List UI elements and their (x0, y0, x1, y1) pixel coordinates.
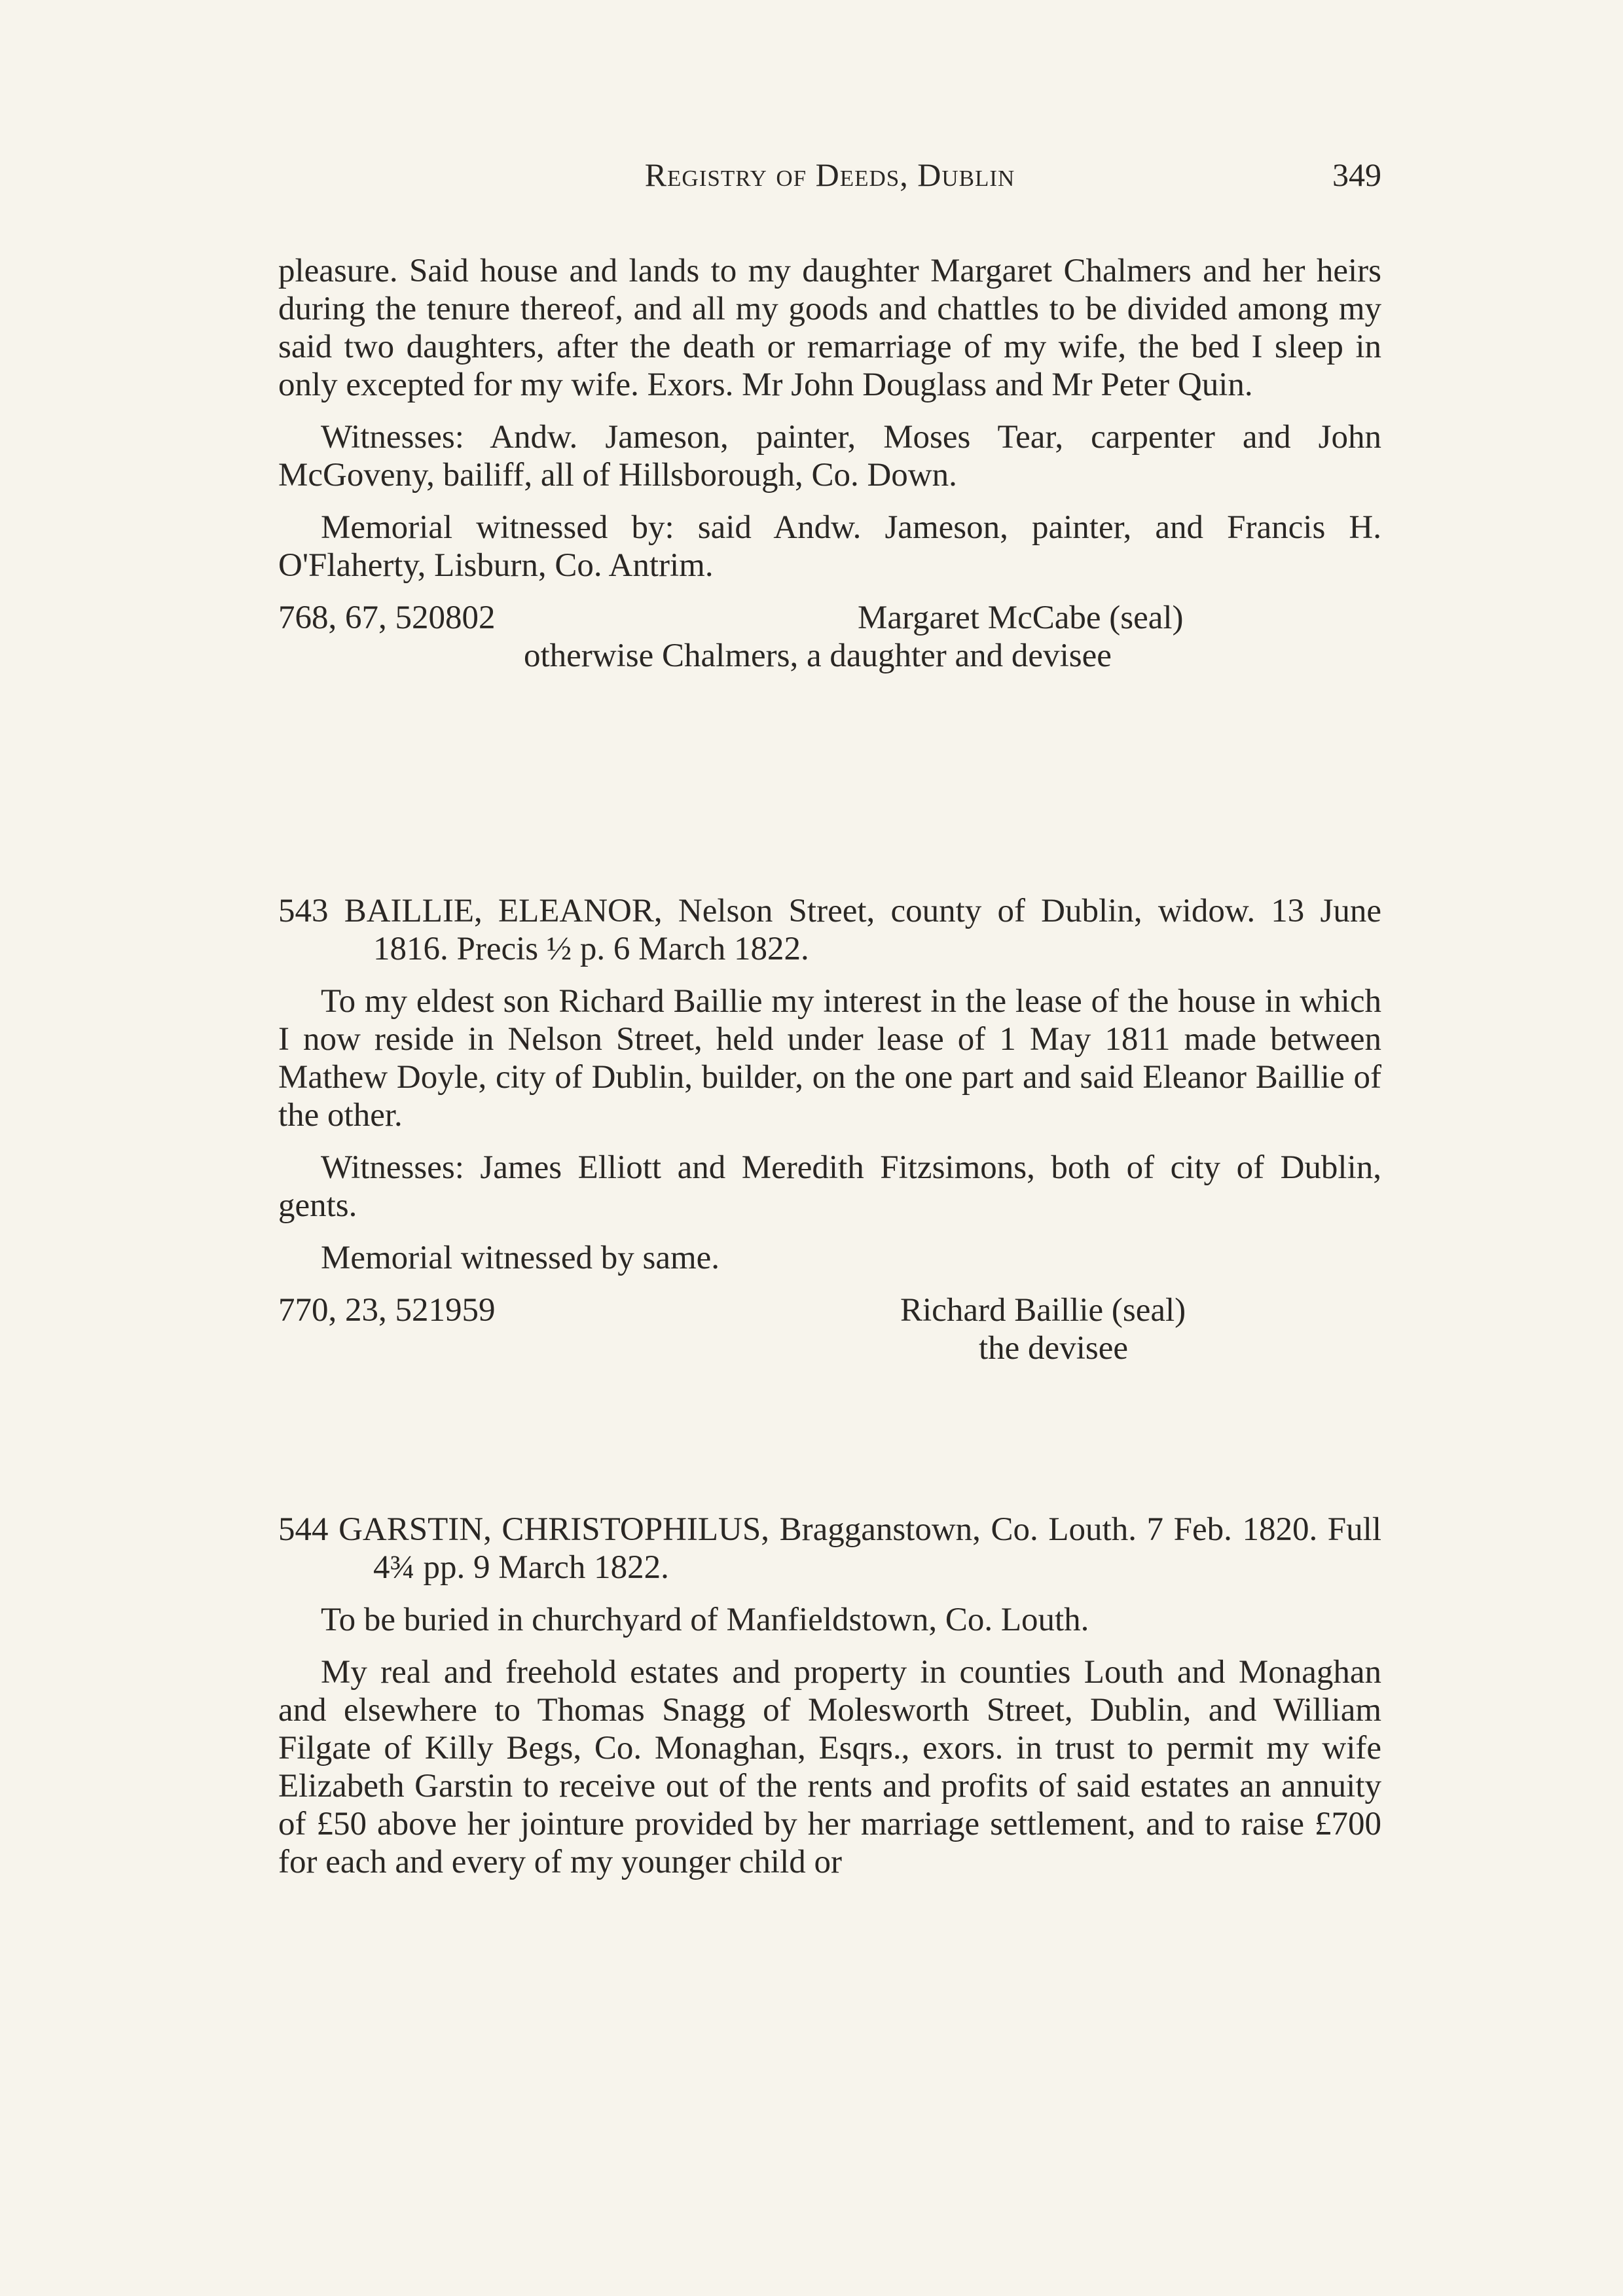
entry-heading: 543 BAILLIE, ELEANOR, Nelson Street, county of Dublin, widow. 13 June 1816. Precis ½ p. 6 March 1822. (278, 893, 1381, 967)
signatory-note: otherwise Chalmers, a daughter and devisee (524, 637, 1112, 674)
memorial-text: Memorial witnessed by same. (321, 1240, 720, 1276)
estates-text: My real and freehold estates and property in counties Louth and Monaghan and elsewhere to Thomas Snagg of Molesworth Street, Dublin, and William Filgate of Killy Begs, Co. Monaghan, Esqrs., exors. in trust to permit my wife Elizabeth Garstin to receive out of the rents and profits of said estates an annuity of £50 above her jointure provided by her marriage settlement, and to raise £700 for each and every of my younger child or (278, 1654, 1381, 1880)
signatory-note-line (278, 637, 1381, 675)
signature-line (278, 599, 1381, 637)
witnesses-text: Witnesses: James Elliott and Meredith Fitzsimons, both of city of Dublin, gents. (278, 1149, 1381, 1224)
burial-text: To be buried in churchyard of Manfieldstown, Co. Louth. (321, 1602, 1089, 1638)
signatory-note-line (278, 1329, 1381, 1367)
signature-line (278, 1291, 1381, 1329)
witnesses-text: Witnesses: Andw. Jameson, painter, Moses Tear, carpenter and John McGoveny, bailiff, all of Hillsborough, Co. Down. (278, 419, 1381, 493)
page-number: 349 (1332, 156, 1381, 193)
continued-entry (278, 252, 1381, 675)
bequest-text: To my eldest son Richard Baillie my interest in the lease of the house in which I now reside in Nelson Street, held under lease of 1 May 1811 made between Mathew Doyle, city of Dublin, builder, on the one part and said Eleanor Baillie of the other. (278, 983, 1381, 1134)
entry-543 (278, 892, 1381, 1367)
deed-reference: 770, 23, 521959 (278, 1292, 496, 1329)
running-header (278, 156, 1381, 202)
deed-reference: 768, 67, 520802 (278, 600, 496, 636)
entry-544 (278, 1511, 1381, 1881)
document-page (278, 0, 1381, 2296)
memorial-text: Memorial witnessed by: said Andw. Jameson, painter, and Francis H. O'Flaherty, Lisburn, Co. Antrim. (278, 509, 1381, 584)
running-title: Registry of Deeds, Dublin (644, 156, 1015, 193)
signatory-name: Margaret McCabe (seal) (858, 600, 1184, 636)
signatory-name: Richard Baillie (seal) (900, 1292, 1186, 1329)
continued-text: pleasure. Said house and lands to my daughter Margaret Chalmers and her heirs during the tenure thereof, and all my goods and chattles to be divided among my said two daughters, after the death or remarriage of my wife, the bed I sleep in only excepted for my wife. Exors. Mr John Douglass and Mr Peter Quin. (278, 253, 1381, 403)
entry-heading: 544 GARSTIN, CHRISTOPHILUS, Bragganstown, Co. Louth. 7 Feb. 1820. Full 4¾ pp. 9 March 1822. (278, 1511, 1381, 1586)
signatory-note: the devisee (979, 1330, 1128, 1367)
